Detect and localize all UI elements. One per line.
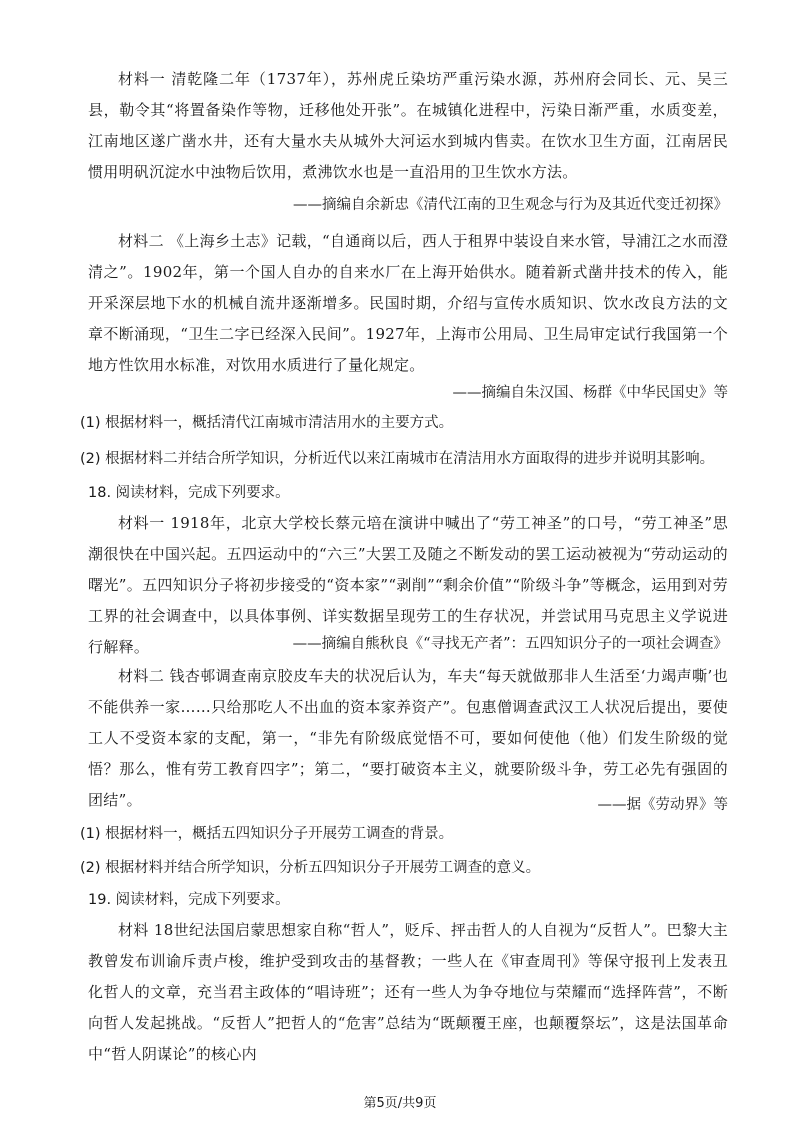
q18-header: 18. 阅读材料，完成下列要求。 <box>88 485 290 501</box>
q17-material-1: 材料一 清乾隆二年（1737年），苏州虎丘染坊严重污染水源，苏州府会同长、元、吴三县，勒令其“将置备染作等物，迁移他处开张”。在城镇化进程中，污染日渐严重，水质变差，江南地区遂广凿水井，还有大量水夫从城外大河运水到城内售卖。在饮水卫生方面，江南居民惯用明矾沉淀水中浊物后饮用，煮沸饮水也是一直沿用的卫生饮水方法。 <box>88 70 728 181</box>
q18-material-1: 材料一 1918年，北京大学校长蔡元培在演讲中喊出了“劳工神圣”的口号，“劳工神圣”思潮很快在中国兴起。五四运动中的“六三”大罢工及随之不断发动的罢工运动被视为“劳动运动的曙光”。五四知识分子将初步接受的“资本家”“剥削”“剩余价值”“阶级斗争”等概念，运用到对劳工界的社会调查中，以具体事例、详实数据呈现劳工的生存状况，并尝试用马克思主义学说进行解释。 <box>88 514 728 656</box>
q19-header: 19. 阅读材料，完成下列要求。 <box>88 892 290 908</box>
q17-question-2: (2) 根据材料二并结合所学知识，分析近代以来江南城市在清洁用水方面取得的进步并说明其影响。 <box>80 451 715 467</box>
q18-question-1: (1) 根据材料一，概括五四知识分子开展劳工调查的背景。 <box>80 826 454 842</box>
q17-material-2-source: ——摘编自朱汉国、杨群《中华民国史》等 <box>452 385 728 401</box>
q17-material-2: 材料二 《上海乡土志》记载，“自通商以后，西人于租界中装设自来水管，导浦江之水而澄清之”。1902年，第一个国人自办的自来水厂在上海开始供水。随着新式凿井技术的传入，能开采深层地下水的机械自流井逐渐增多。民国时期，介绍与宣传水质知识、饮水改良方法的文章不断涌现，“卫生二字已经深入民间”。1927年，上海市公用局、卫生局审定试行我国第一个地方性饮用水标准，对饮用水质进行了量化规定。 <box>88 232 728 374</box>
q18-material-1-source: ——摘编自熊秋良《“寻找无产者”：五四知识分子的一项社会调查》 <box>292 636 728 652</box>
q17-material-1-source: ——摘编自余新忠《清代江南的卫生观念与行为及其近代变迁初探》 <box>293 197 728 213</box>
q17-question-1: (1) 根据材料一，概括清代江南城市清洁用水的主要方式。 <box>80 415 454 431</box>
q18-material-2-source: ——据《劳动界》等 <box>597 797 728 813</box>
q18-material-2: 材料二 钱杏邨调查南京胶皮车夫的状况后认为，车夫“每天就做那非人生活至‘力竭声嘶’也不能供养一家……只给那吃人不出血的资本家养资产”。包惠僧调查武汉工人状况后提出，要使工人不受资本家的支配，第一，“非先有阶级底觉悟不可，要如何使他（他）们发生阶级的觉悟？那么，惟有劳工教育四字”；第二，“要打破资本主义，就要阶级斗争，劳工必先有强固的团结”。 <box>88 667 728 809</box>
q18-question-2: (2) 根据材料并结合所学知识，分析五四知识分子开展劳工调查的意义。 <box>80 860 541 876</box>
page-number: 第5页/共9页 <box>363 1096 437 1111</box>
q19-material: 材料 18世纪法国启蒙思想家自称“哲人”，贬斥、抨击哲人的人自视为“反哲人”。巴黎大主教曾发布训谕斥责卢梭，维护受到攻击的基督教；一些人在《审查周刊》等保守报刊上发表丑化哲人的文章，充当君主政体的“唱诗班”；还有一些人为争夺地位与荣耀而“选择阵营”，不断向哲人发起挑战。“反哲人”把哲人的“危害”总结为“既颠覆王座，也颠覆祭坛”，这是法国革命中“哲人阴谋论”的核心内 <box>88 921 728 1063</box>
